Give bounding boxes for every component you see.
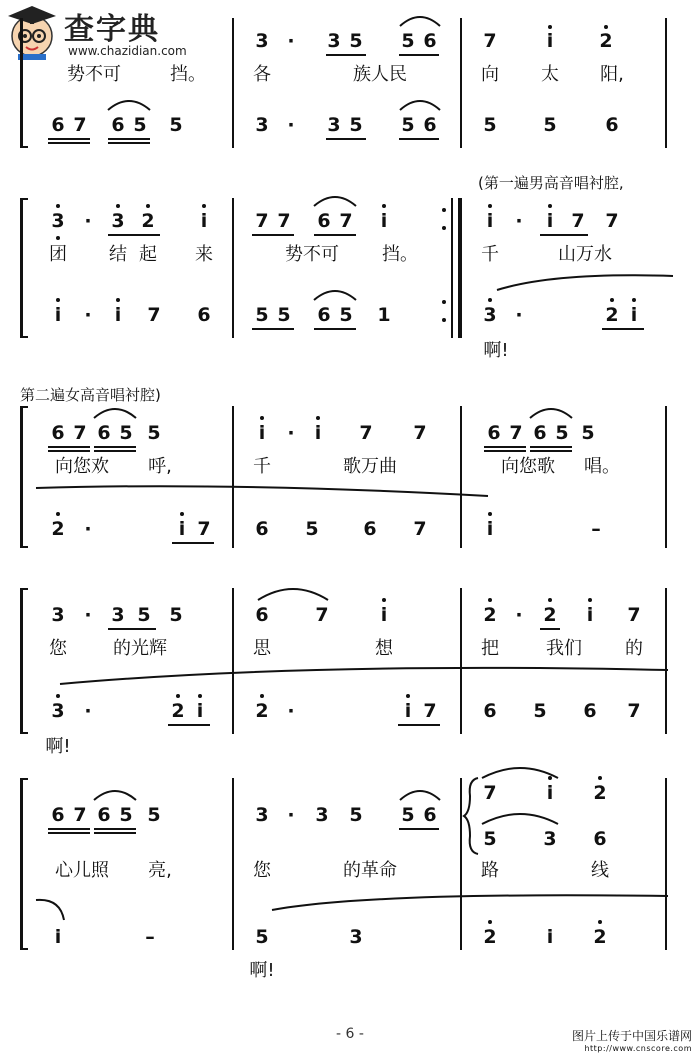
note: 7	[483, 782, 497, 804]
lyric: 起	[139, 244, 157, 265]
note: 3	[51, 700, 65, 722]
slur	[34, 892, 74, 922]
slur	[528, 406, 574, 420]
note: 3	[483, 304, 497, 326]
note: 5	[147, 422, 161, 444]
note: ·	[287, 114, 295, 136]
note: i	[114, 304, 122, 326]
lyric: 思	[253, 638, 271, 659]
annotation-first-pass: (第一遍男高音唱衬腔,	[478, 174, 624, 192]
note: ·	[287, 30, 295, 52]
bar-line	[232, 18, 234, 148]
note: 5	[483, 114, 497, 136]
note: 3	[543, 828, 557, 850]
note: 7	[413, 518, 427, 540]
note: 2	[51, 518, 65, 540]
slur	[34, 482, 490, 500]
note: 6	[255, 604, 269, 626]
note: –	[591, 518, 601, 540]
note: 5	[339, 304, 353, 326]
note: 5	[349, 804, 363, 826]
note: 6	[317, 210, 331, 232]
note: 7	[277, 210, 291, 232]
bar-line	[460, 18, 462, 148]
note: 2	[605, 304, 619, 326]
note: 7	[339, 210, 353, 232]
note: 7	[255, 210, 269, 232]
note: 5	[401, 30, 415, 52]
note: ·	[287, 422, 295, 444]
note: i	[546, 30, 554, 52]
note: 7	[413, 422, 427, 444]
note: 5	[147, 804, 161, 826]
bar-line	[665, 18, 667, 148]
note: 5	[401, 114, 415, 136]
note: 7	[315, 604, 329, 626]
lyric: 向您欢	[55, 456, 109, 477]
lyric: 太	[541, 64, 559, 85]
note: 1	[377, 304, 391, 326]
note: 3	[349, 926, 363, 948]
note: 5	[133, 114, 147, 136]
note: 2	[255, 700, 269, 722]
lyric: 阳,	[600, 64, 624, 85]
note: 5	[483, 828, 497, 850]
lyric: 唱。	[584, 456, 620, 477]
lyric: 呼,	[148, 456, 172, 477]
chord-brace	[462, 776, 482, 856]
note: 6	[51, 804, 65, 826]
note: 5	[137, 604, 151, 626]
note: 7	[627, 604, 641, 626]
slur	[480, 810, 560, 826]
note: 6	[583, 700, 597, 722]
lyric: 啊!	[483, 340, 509, 361]
lyric: 啊!	[249, 960, 275, 981]
note: 2	[593, 926, 607, 948]
note: 6	[255, 518, 269, 540]
slur	[256, 586, 330, 602]
note: 7	[359, 422, 373, 444]
note: 3	[327, 30, 341, 52]
system-brace	[20, 406, 23, 548]
note: 6	[97, 422, 111, 444]
slur	[398, 98, 442, 112]
note: 2	[543, 604, 557, 626]
note: 3	[51, 210, 65, 232]
lyric: 千	[253, 456, 271, 477]
note: 6	[533, 422, 547, 444]
note: 2	[599, 30, 613, 52]
note: i	[486, 518, 494, 540]
note: 6	[423, 114, 437, 136]
lyric: 势不可	[67, 64, 121, 85]
note: 2	[483, 604, 497, 626]
lyric: 啊!	[45, 736, 71, 757]
lyric: 您	[49, 638, 67, 659]
note: 6	[317, 304, 331, 326]
note: 5	[543, 114, 557, 136]
note: ·	[84, 304, 92, 326]
note: i	[586, 604, 594, 626]
note: 6	[51, 422, 65, 444]
system-brace	[20, 18, 23, 148]
note: 3	[111, 604, 125, 626]
note: 7	[73, 804, 87, 826]
note: 5	[401, 804, 415, 826]
note: 6	[487, 422, 501, 444]
slur	[92, 406, 138, 420]
note: 6	[423, 804, 437, 826]
slur	[480, 764, 560, 780]
note: 5	[119, 804, 133, 826]
lyric: 想	[375, 638, 393, 659]
note: i	[380, 210, 388, 232]
note: 5	[169, 604, 183, 626]
lyric: 千	[481, 244, 499, 265]
note: 5	[255, 304, 269, 326]
lyric: 挡。	[382, 244, 418, 265]
footer-url[interactable]: http://www.cnscore.com	[584, 1043, 692, 1053]
logo-url: www.chazidian.com	[68, 44, 187, 58]
note: i	[404, 700, 412, 722]
lyric: 的光辉	[113, 638, 167, 659]
slur	[495, 272, 675, 292]
note: 7	[483, 30, 497, 52]
note: 6	[605, 114, 619, 136]
note: i	[486, 210, 494, 232]
footer-credit	[572, 1030, 692, 1053]
note: i	[54, 926, 62, 948]
lyric: 来	[195, 244, 213, 265]
lyric: 线	[591, 860, 609, 881]
note: i	[546, 210, 554, 232]
lyric: 歌万曲	[343, 456, 397, 477]
note: ·	[287, 700, 295, 722]
note: i	[178, 518, 186, 540]
lyric: 的革命	[343, 860, 397, 881]
lyric: 势不可	[285, 244, 339, 265]
note: 2	[141, 210, 155, 232]
note: 6	[97, 804, 111, 826]
lyric: 族人民	[353, 64, 407, 85]
page-number: - 6 -	[336, 1026, 364, 1042]
note: 3	[255, 804, 269, 826]
note: 2	[171, 700, 185, 722]
note: 6	[197, 304, 211, 326]
note: i	[196, 700, 204, 722]
lyric: 向	[481, 64, 499, 85]
lyric: 结	[109, 244, 127, 265]
note: 6	[423, 30, 437, 52]
note: 7	[147, 304, 161, 326]
note: 6	[111, 114, 125, 136]
note: i	[630, 304, 638, 326]
lyric: 向您歌	[501, 456, 555, 477]
slur	[58, 666, 670, 686]
note: 5	[555, 422, 569, 444]
note: 6	[593, 828, 607, 850]
slur	[398, 788, 442, 802]
note: 5	[169, 114, 183, 136]
note: 3	[51, 604, 65, 626]
site-logo[interactable]	[4, 2, 194, 62]
note: i	[546, 926, 554, 948]
note: 3	[255, 114, 269, 136]
note: ·	[84, 518, 92, 540]
note: 5	[533, 700, 547, 722]
note: 7	[73, 114, 87, 136]
note: ·	[515, 210, 523, 232]
annotation-second-pass: 第二遍女高音唱衬腔)	[20, 386, 161, 404]
note: 5	[349, 30, 363, 52]
note: 3	[111, 210, 125, 232]
note: ·	[84, 210, 92, 232]
note: ·	[84, 604, 92, 626]
note: 7	[73, 422, 87, 444]
note: i	[200, 210, 208, 232]
note: 3	[327, 114, 341, 136]
note: 5	[349, 114, 363, 136]
slur	[92, 788, 138, 802]
slur	[312, 288, 358, 302]
system-brace	[20, 198, 23, 338]
footer-line1: 图片上传于中国乐谱网	[571, 1029, 692, 1043]
note: 7	[627, 700, 641, 722]
note: 5	[277, 304, 291, 326]
lyric: 把	[481, 638, 499, 659]
slur	[312, 194, 358, 208]
note: ·	[515, 604, 523, 626]
note: 7	[423, 700, 437, 722]
lyric: 我们	[546, 638, 582, 659]
note: ·	[287, 804, 295, 826]
note: 7	[197, 518, 211, 540]
lyric: 挡。	[170, 64, 206, 85]
note: ·	[84, 700, 92, 722]
note: 3	[315, 804, 329, 826]
note: 6	[363, 518, 377, 540]
note: 5	[305, 518, 319, 540]
note: 6	[483, 700, 497, 722]
note: 5	[581, 422, 595, 444]
note: 3	[255, 30, 269, 52]
logo-mascot-icon	[4, 2, 60, 60]
note: i	[54, 304, 62, 326]
note: ·	[515, 304, 523, 326]
note: 5	[119, 422, 133, 444]
lyric: 亮,	[148, 860, 172, 881]
slur	[106, 98, 152, 112]
note: i	[258, 422, 266, 444]
lyric: 的	[625, 638, 643, 659]
note: 7	[571, 210, 585, 232]
logo-title: 查字典	[64, 12, 160, 47]
note: i	[546, 782, 554, 804]
note: 7	[509, 422, 523, 444]
lyric: 心儿照	[55, 860, 109, 881]
note: i	[314, 422, 322, 444]
system-brace	[20, 588, 23, 734]
note: 5	[255, 926, 269, 948]
slur	[398, 14, 442, 28]
lyric: 您	[253, 860, 271, 881]
note: 2	[593, 782, 607, 804]
lyric: 山万水	[558, 244, 612, 265]
system-brace	[20, 778, 23, 950]
lyric: 团	[49, 244, 67, 265]
note: 2	[483, 926, 497, 948]
note: i	[380, 604, 388, 626]
lyric: 各	[253, 64, 271, 85]
slur	[270, 888, 670, 912]
note: –	[145, 926, 155, 948]
note: 7	[605, 210, 619, 232]
lyric: 路	[481, 860, 499, 881]
note: 6	[51, 114, 65, 136]
